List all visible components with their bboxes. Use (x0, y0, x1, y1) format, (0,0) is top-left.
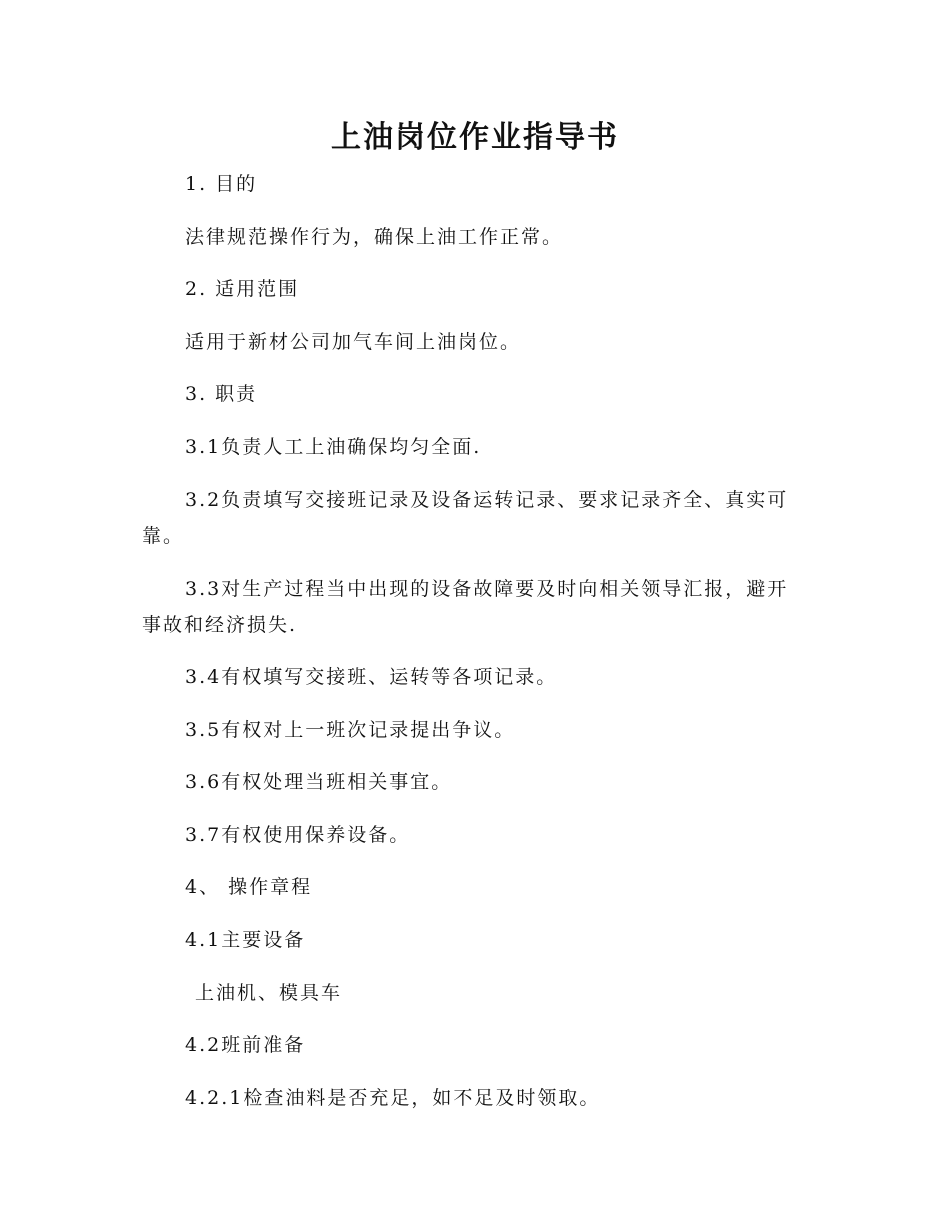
duty-item-3-4: 3.4有权填写交接班、运转等各项记录。 (185, 666, 558, 688)
duty-item-3-7: 3.7有权使用保养设备。 (185, 824, 411, 846)
paragraph-main-equipment: 上油机、模具车 (195, 982, 343, 1004)
duty-item-3-2-line-1: 3.2负责填写交接班记录及设备运转记录、要求记录齐全、真实可 (185, 489, 789, 511)
duty-item-3-3-line-1: 3.3对生产过程当中出现的设备故障要及时向相关领导汇报，避开 (185, 578, 789, 600)
subsection-main-equipment: 4.1主要设备 (185, 929, 306, 951)
section-heading-procedure: 4、 操作章程 (185, 876, 313, 898)
duty-item-3-5: 3.5有权对上一班次记录提出争议。 (185, 719, 516, 741)
paragraph-purpose: 法律规范操作行为，确保上油工作正常。 (185, 226, 564, 248)
section-heading-duties: 3. 职责 (185, 383, 258, 405)
preparation-item-4-2-1: 4.2.1检查油料是否充足，如不足及时领取。 (185, 1087, 601, 1109)
duty-item-3-3-line-2: 事故和经济损失. (142, 614, 298, 636)
duty-item-3-1: 3.1负责人工上油确保均匀全面. (185, 436, 482, 458)
duty-item-3-6: 3.6有权处理当班相关事宜。 (185, 771, 453, 793)
section-heading-purpose: 1. 目的 (185, 173, 258, 195)
paragraph-scope: 适用于新材公司加气车间上油岗位。 (185, 331, 522, 353)
section-heading-scope: 2. 适用范围 (185, 278, 300, 300)
document-title: 上油岗位作业指导书 (331, 120, 619, 155)
duty-item-3-2-line-2: 靠。 (142, 525, 185, 547)
subsection-pre-shift-preparation: 4.2班前准备 (185, 1034, 306, 1056)
